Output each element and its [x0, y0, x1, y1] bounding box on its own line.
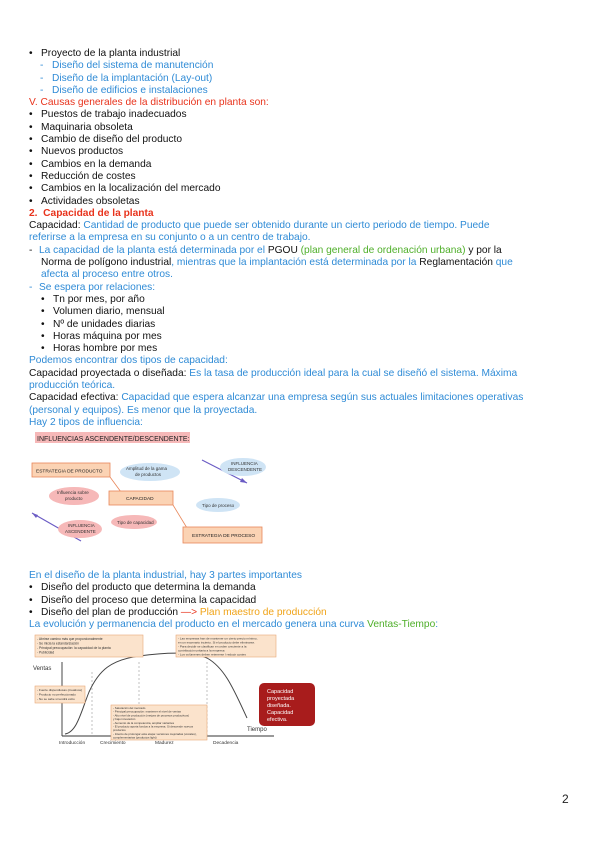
list-item: • Horas hombre por mes: [41, 343, 158, 355]
paragraph: producción teórica.: [29, 380, 116, 392]
ascending-arrowhead: [32, 513, 38, 518]
section-heading: 2. Capacidad de la planta: [29, 207, 154, 219]
partes-text: [29, 570, 577, 631]
x-axis-label: Tiempo: [247, 727, 267, 733]
page-number: 2: [562, 792, 569, 806]
list-item: • Volumen diario, mensual: [41, 306, 165, 318]
list-item: • Maquinaria obsoleta: [29, 121, 133, 133]
list-item: • Reducción de costes: [29, 170, 136, 182]
estrategia-proceso-label: ESTRATEGIA DE PROCESO: [192, 534, 256, 539]
amplitud-label-2: de productos: [135, 472, 162, 477]
estrategia-producto-label: ESTRATEGIA DE PRODUCTO: [36, 469, 103, 475]
paragraph: Podemos encontrar dos tipos de capacidad:: [29, 355, 228, 367]
amplitud-label-1: Amplitud de la gama: [126, 466, 168, 471]
paragraph: afecta al proceso entre otros.: [41, 269, 173, 281]
list-item: • Cambios en la localización del mercado: [29, 183, 221, 195]
connector: [110, 477, 121, 492]
list-item: • Diseño del proceso que determina la capacidad: [29, 594, 257, 606]
influencia-desc-label-2: DESCENDENTE: [228, 467, 263, 472]
paragraph: La evolución y permanencia del producto en el mercado genera una curva Ventas-Tiempo:: [29, 619, 439, 631]
note-text-crecimiento: - Abrirse camino más que proporcionalmente - Se inicia la estandarización - Principal preocupación: la capacidad de la planta - Publicidad: [37, 637, 111, 655]
list-item: • Cambios en la demanda: [29, 158, 152, 170]
paragraph: (personal y equipos). Es menor que la proyectada.: [29, 404, 258, 416]
influencia-asc-label-2: ASCENDENTE: [65, 529, 96, 534]
list-item: - Diseño de edificios e instalaciones: [40, 84, 208, 96]
list-item: • Proyecto de la planta industrial: [29, 48, 181, 59]
diagram-title: INFLUENCIAS ASCENDENTE/DESCENDENTE:: [37, 436, 190, 443]
phase-decadencia: Decadencia: [213, 741, 239, 746]
list-item: • Tn por mes, por año: [41, 293, 145, 305]
list-item: • Actividades obsoletas: [29, 195, 140, 207]
list-item: • Diseño del producto que determina la demanda: [29, 582, 256, 594]
section-heading: V. Causas generales de la distribución en planta son:: [29, 97, 269, 109]
list-item: - Se espera por relaciones:: [29, 281, 156, 293]
descending-arrowhead: [240, 478, 247, 483]
paragraph: Capacidad proyectada o diseñada: Es la tasa de producción ideal para la cual se diseñó el sistema. Máxima: [29, 367, 518, 379]
list-item: • Diseño del plan de producción —> Plan maestro de producción: [29, 606, 327, 618]
list-item: - La capacidad de la planta está determinada por el PGOU (plan general de ordenación urbana) y por la: [29, 244, 502, 256]
list-item: • Puestos de trabajo inadecuados: [29, 109, 187, 121]
phase-madurez: Madurez: [155, 741, 174, 746]
page-text: [29, 48, 577, 429]
note-text-madurez: - Saturación del mercado - Principal preocupación: mantener el nivel de ventas - Alto nivel de producción (mejora de procesos productivos) y bajo innovación - Aumento de la competencia, ampliar variantes - El producto aporta fondos a la empresa. Si descende nuevos productos - Intento de prolongar esta etapa: versiones mejoradas (vocales), complementarias (productos light): [113, 706, 197, 740]
y-axis-label: Ventas: [33, 666, 52, 672]
phase-introduccion: Introducción: [59, 741, 86, 746]
capacity-callout-text: Capacidad proyectada diseñada. Capacidad efectiva.: [267, 689, 295, 723]
list-item: - Diseño de la implantación (Lay-out): [40, 72, 213, 84]
influencia-asc-label-1: INFLUENCIA: [68, 523, 95, 528]
list-item: • Nº de unidades diarias: [41, 318, 156, 330]
paragraph: Capacidad efectiva: Capacidad que espera alcanzar una empresa según sus actuales limitaciones operativas: [29, 392, 524, 404]
paragraph: referirse a la empresa en su conjunto o a un centro de trabajo.: [29, 232, 311, 244]
list-item: • Cambio de diseño del producto: [29, 134, 183, 146]
capacidad-label: CAPACIDAD: [126, 497, 154, 502]
paragraph: Hay 2 tipos de influencia:: [29, 416, 143, 428]
influence-diagram: [29, 430, 279, 552]
tipo-proceso-label: Tipo de proceso: [202, 503, 235, 508]
list-item: - Diseño del sistema de manutención: [40, 60, 214, 72]
phase-crecimiento: Crecimiento: [100, 741, 126, 746]
paragraph: En el diseño de la planta industrial, hay 3 partes importantes: [29, 570, 302, 581]
list-item: • Horas máquina por mes: [41, 330, 162, 342]
list-item: • Nuevos productos: [29, 146, 124, 158]
note-text-introduccion: - Fuerte dispendiosas (creativos) - Producto no perfeccionado - No se sabe si tendrá éxito: [37, 688, 83, 701]
connector: [173, 505, 187, 528]
note-text-decadencia: - Las empresas han de mantener un cierto precio mínimo, en un escenario incierto. Si el producto debe eliminarse. - Para decidir se clasifican en orden creciente a la contribución unitaria a la empresa - Los volúmenes deben retenerse / reducir costes: [178, 636, 258, 657]
influencia-sobre-label-2: producto: [65, 496, 83, 501]
paragraph: Capacidad: Cantidad de producto que puede ser obtenido durante un cierto periodo de tiempo. Puede: [29, 220, 490, 232]
paragraph: Norma de polígono industrial, mientras que la implantación está determinada por la Reglamentación que: [41, 257, 513, 269]
influencia-desc-label-1: INFLUENCIA: [231, 461, 258, 466]
tipo-capacidad-label: Tipo de capacidad: [117, 520, 154, 525]
influencia-sobre-label-1: Influencia sobre: [57, 490, 89, 495]
sales-time-chart: [29, 632, 329, 748]
